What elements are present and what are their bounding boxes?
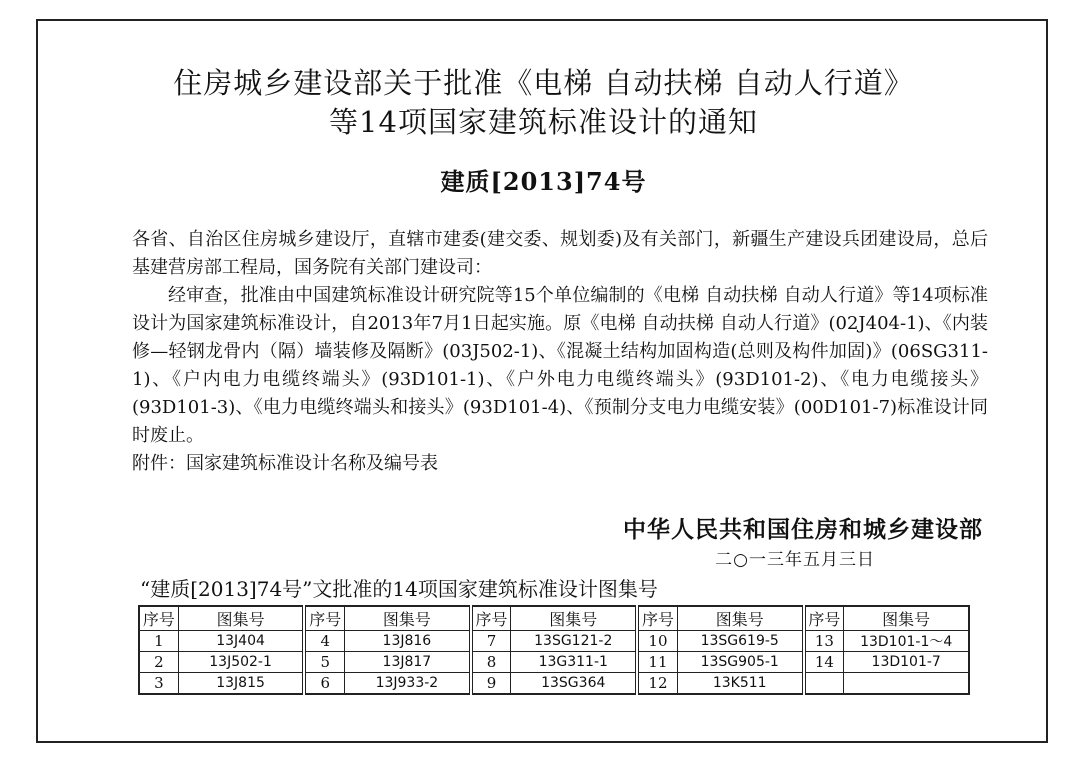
atlas-number-table bbox=[138, 605, 970, 695]
row-number: 1 bbox=[139, 631, 178, 652]
atlas-code: 13SG619-5 bbox=[677, 631, 803, 652]
row-number: 4 bbox=[304, 631, 344, 652]
notice-title-line2: 等14项国家建筑标准设计的通知 bbox=[329, 105, 758, 139]
row-number: 5 bbox=[304, 652, 344, 673]
header-no: 序号 bbox=[804, 606, 844, 631]
header-code: 图集号 bbox=[511, 606, 637, 631]
table-header-row bbox=[139, 606, 969, 631]
header-code: 图集号 bbox=[345, 606, 471, 631]
row-number: 13 bbox=[804, 631, 844, 652]
row-number: 14 bbox=[804, 652, 844, 673]
row-number: 3 bbox=[139, 673, 178, 695]
atlas-code: 13SG905-1 bbox=[677, 652, 803, 673]
approval-paragraph: 经审查，批准由中国建筑标准设计研究院等15个单位编制的《电梯 自动扶梯 自动人行道》等14项标准设计为国家建筑标准设计，自2013年7月1日起实施。原《电梯 自动扶梯 自动人行道》(02J404-1)、《内装修—轻钢龙骨内（隔）墙装修及隔断》(03J502-1)、《混凝土结构加固构造(总则及构件加固)》(06SG311-1)、《户内电力电缆终端头》(93D101-1)、《户外电力电缆终端头》(93D101-2)、《电力电缆接头》(93D101-3)、《电力电缆终端头和接头》(93D101-4)、《预制分支电力电缆安装》(00D101-7)标准设计同时废止。 bbox=[132, 285, 988, 446]
row-number: 12 bbox=[637, 673, 677, 695]
atlas-code: 13K511 bbox=[677, 673, 803, 695]
addressee-paragraph: 各省、自治区住房城乡建设厅，直辖市建委(建交委、规划委)及有关部门，新疆生产建设兵团建设局，总后基建营房部工程局，国务院有关部门建设司： bbox=[132, 229, 988, 278]
table-row bbox=[139, 673, 969, 695]
table-row bbox=[139, 652, 969, 673]
row-number: 8 bbox=[471, 652, 511, 673]
table-caption: “建质[2013]74号”文批准的14项国家建筑标准设计图集号 bbox=[140, 577, 658, 601]
row-number: 2 bbox=[139, 652, 178, 673]
atlas-code bbox=[844, 673, 969, 695]
row-number: 10 bbox=[637, 631, 677, 652]
atlas-code: 13SG364 bbox=[511, 673, 637, 695]
row-number: 7 bbox=[471, 631, 511, 652]
atlas-code: 13SG121-2 bbox=[511, 631, 637, 652]
atlas-code: 13D101-7 bbox=[844, 652, 969, 673]
row-number: 6 bbox=[304, 673, 344, 695]
atlas-code: 13J502-1 bbox=[178, 652, 304, 673]
atlas-code: 13D101-1～4 bbox=[844, 631, 969, 652]
atlas-code: 13J816 bbox=[345, 631, 471, 652]
issuing-authority: 中华人民共和国住房和城乡建设部 bbox=[623, 517, 983, 543]
notice-title-line1: 住房城乡建设部关于批准《电梯 自动扶梯 自动人行道》 bbox=[173, 66, 914, 100]
row-number: 9 bbox=[471, 673, 511, 695]
header-no: 序号 bbox=[471, 606, 511, 631]
header-code: 图集号 bbox=[844, 606, 969, 631]
atlas-code: 13J815 bbox=[178, 673, 304, 695]
atlas-code: 13J817 bbox=[345, 652, 471, 673]
header-code: 图集号 bbox=[677, 606, 803, 631]
atlas-code: 13J933-2 bbox=[345, 673, 471, 695]
atlas-code: 13J404 bbox=[178, 631, 304, 652]
header-no: 序号 bbox=[139, 606, 178, 631]
row-number bbox=[804, 673, 844, 695]
issue-date: 二○一三年五月三日 bbox=[715, 550, 875, 570]
row-number: 11 bbox=[637, 652, 677, 673]
document-number: 建质[2013]74号 bbox=[440, 167, 647, 196]
header-code: 图集号 bbox=[178, 606, 304, 631]
notice-body bbox=[132, 226, 988, 478]
atlas-code: 13G311-1 bbox=[511, 652, 637, 673]
attachment-line: 附件：国家建筑标准设计名称及编号表 bbox=[132, 453, 438, 474]
table-row bbox=[139, 631, 969, 652]
header-no: 序号 bbox=[304, 606, 344, 631]
header-no: 序号 bbox=[637, 606, 677, 631]
